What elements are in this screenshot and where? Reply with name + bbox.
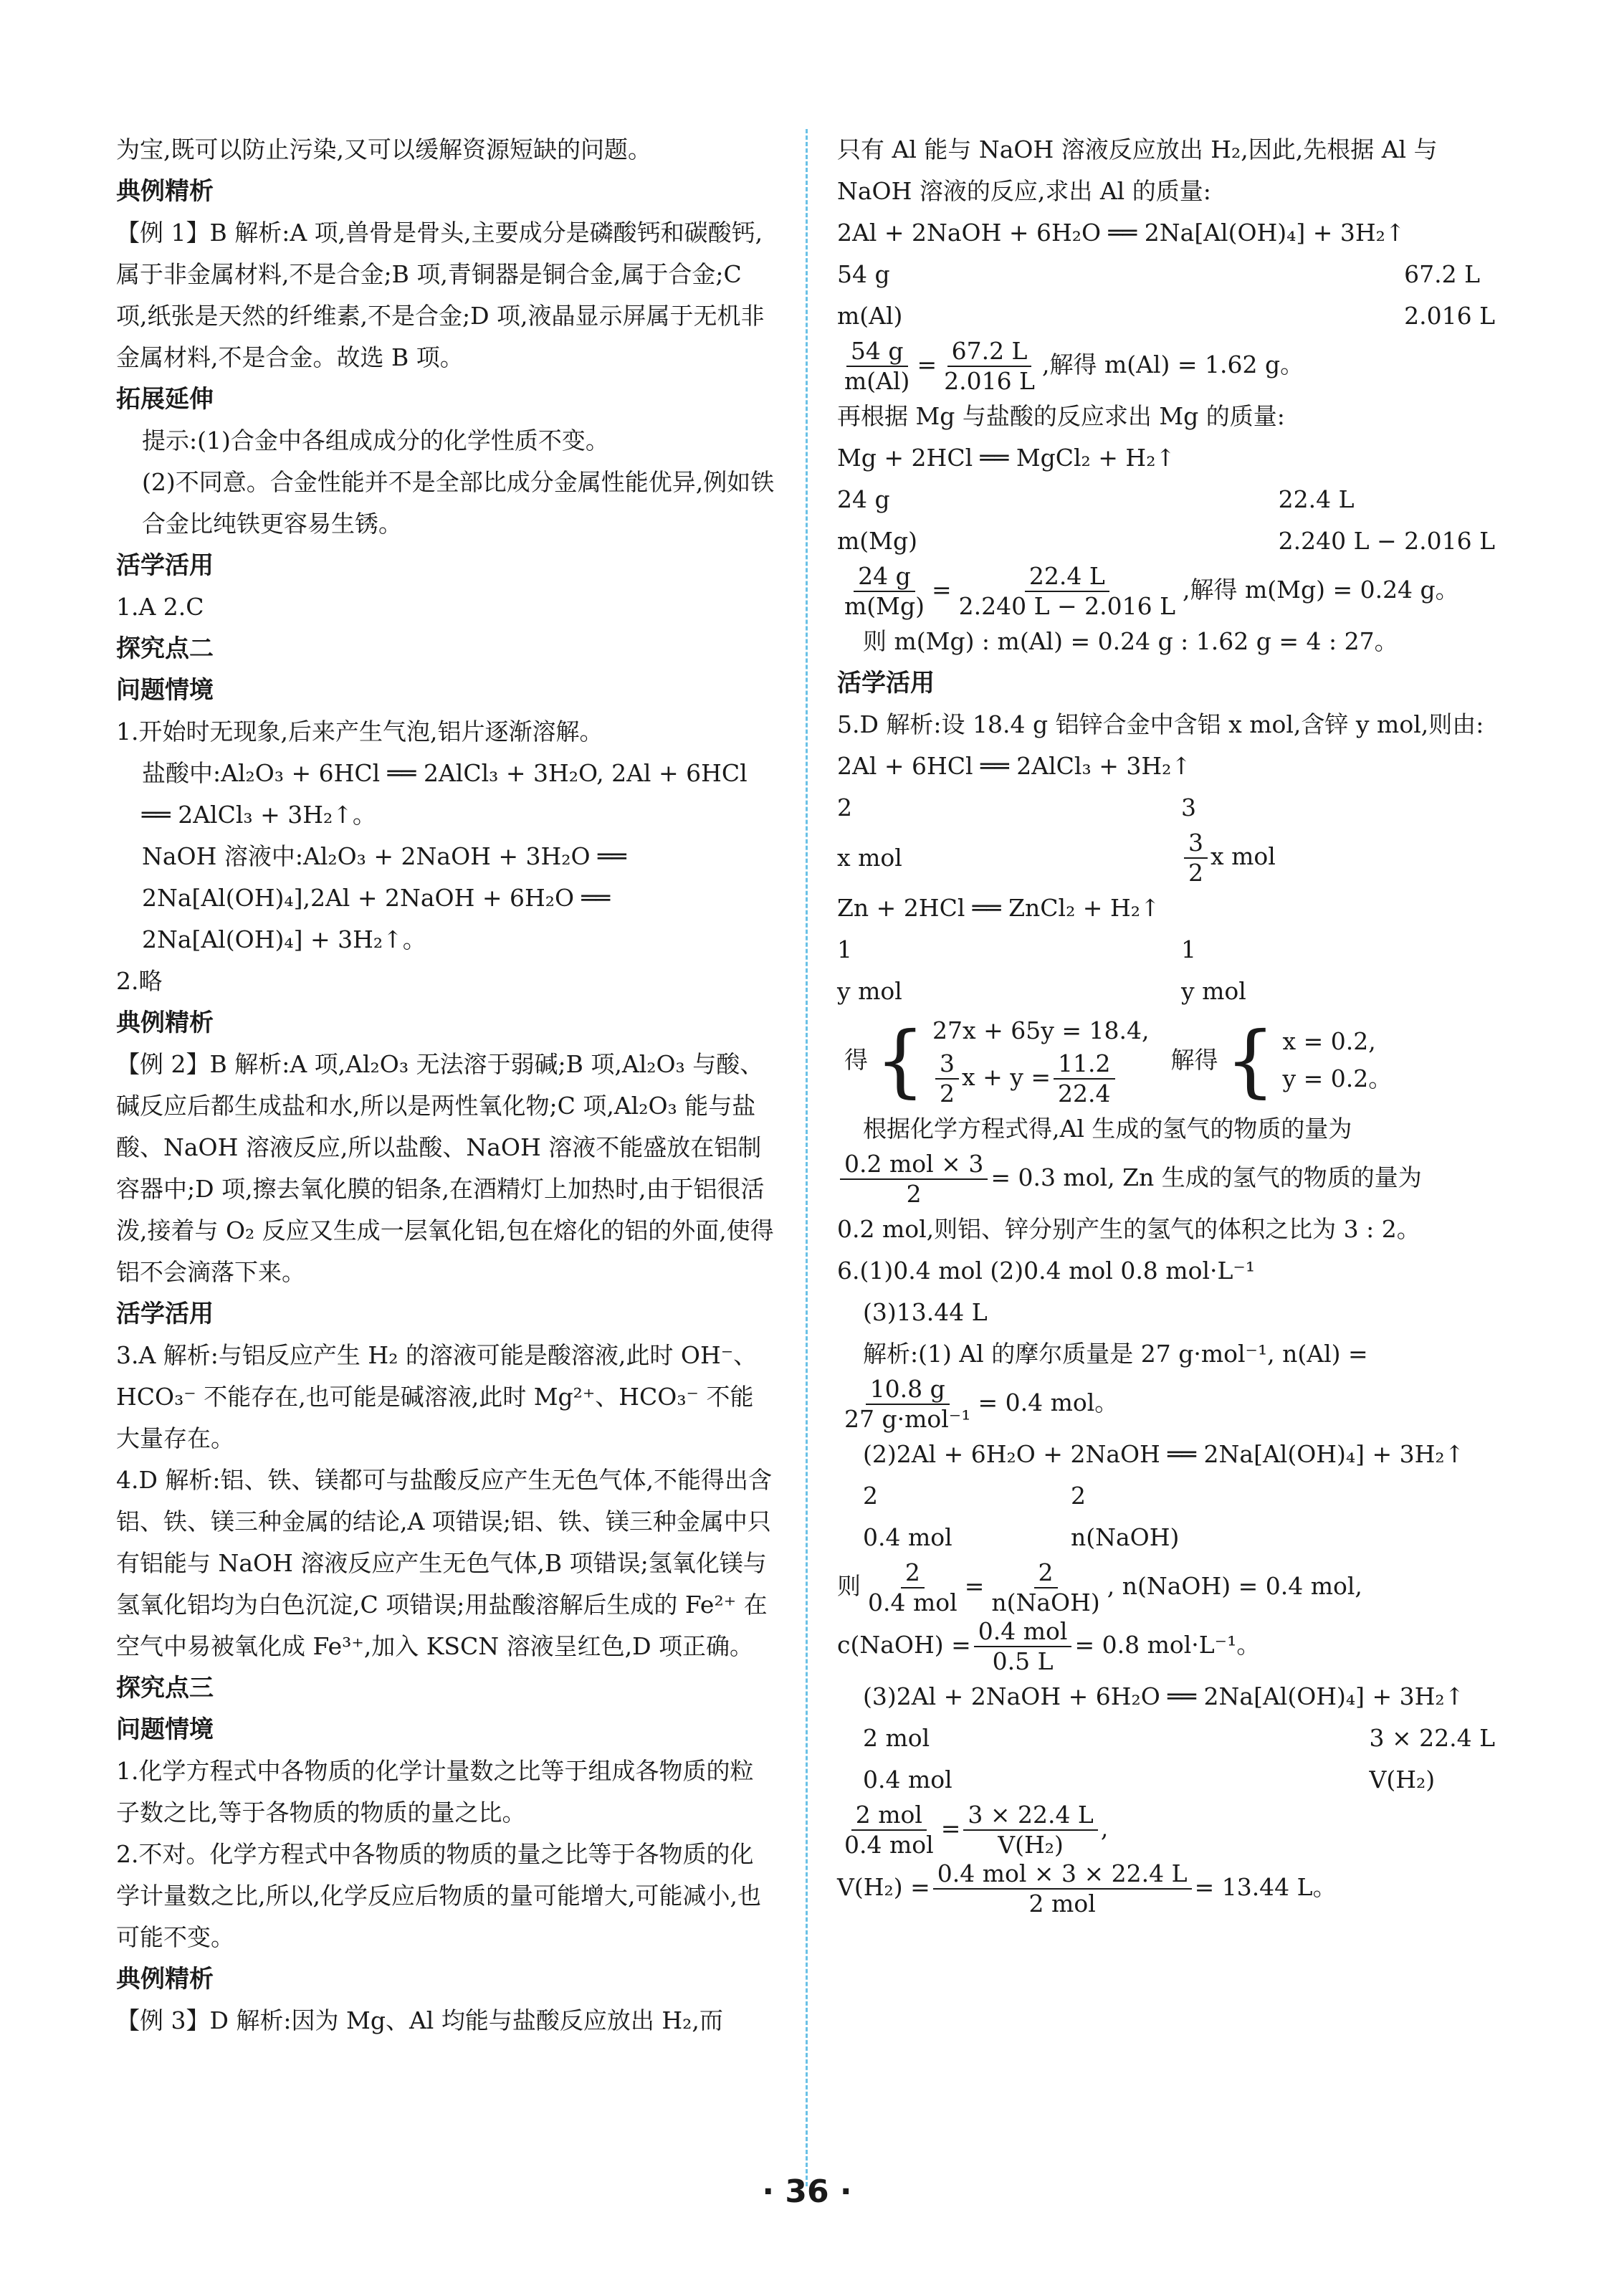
denominator: 2 xyxy=(906,1180,922,1208)
fraction xyxy=(987,1558,1104,1617)
fraction-tail: , n(NaOH) = 0.4 mol, xyxy=(1107,1572,1362,1600)
value-cell: 2.240 L − 2.016 L xyxy=(1278,527,1495,555)
fraction-line xyxy=(837,1859,1495,1918)
section-heading: 典例精析 xyxy=(116,1009,214,1037)
hint-2: (2)不同意。合金性能并不是全部比成分金属性能优异,例如铁合金比纯铁更容易生锈。 xyxy=(142,468,775,538)
section-heading: 探究点三 xyxy=(116,1674,214,1702)
numerator: 0.4 mol xyxy=(974,1617,1072,1647)
equation-al-hcl: 2Al + 6HCl ══ 2AlCl₃ + 3H₂↑ xyxy=(837,752,1192,780)
value-cell: 67.2 L xyxy=(1404,260,1480,288)
example-1: 【例 1】B 解析:A 项,兽骨是骨头,主要成分是磷酸钙和碳酸钙,属于非金属材料,不是合金;B 项,青铜器是铜合金,属于合金;C 项,纸张是天然的纤维素,不是合金;D 项,液晶显示屏属于无机非金属材料,不是合金。故选 B 项。 xyxy=(116,219,765,371)
denominator: 2 xyxy=(1188,859,1203,887)
answer-4: 4.D 解析:铝、铁、镁都可与盐酸反应产生无色气体,不能得出含铝、铁、镁三种金属的结论,A 项错误;铝、铁、镁三种金属中只有铝能与 NaOH 溶液反应产生无色气体,B 项错误;氢氧化镁与氢氧化铝均为白色沉淀,C 项错误;用盐酸溶解后生成的 Fe²⁺ 在空气中易被氧化成 Fe³⁺,加入 KSCN 溶液呈红色,D 项正确。 xyxy=(116,1466,773,1660)
section-heading: 拓展延伸 xyxy=(116,385,214,414)
denominator: 22.4 xyxy=(1058,1080,1111,1107)
fraction-tail: = 0.4 mol。 xyxy=(978,1388,1119,1416)
denominator: V(H₂) xyxy=(998,1831,1064,1859)
answers-1-2: 1.A 2.C xyxy=(116,593,204,621)
equation-values xyxy=(837,787,1495,887)
ratio-line: 则 m(Mg) : m(Al) = 0.24 g : 1.62 g = 4 : 27。 xyxy=(863,627,1398,655)
value-cell: 1 xyxy=(837,935,852,963)
answer-3: 3.A 解析:与铝反应产生 H₂ 的溶液可能是酸溶液,此时 OH⁻、HCO₃⁻ 不能存在,也可能是碱溶液,此时 Mg²⁺、HCO₃⁻ 不能大量存在。 xyxy=(116,1341,758,1452)
fraction-line: $\frac{24 g}{m(Mg)}$ = $\frac{22.4 L}{2.240 L - 2.016 L}$ ,解得 m(Mg) = 0.24 g。 xyxy=(837,562,1495,621)
example-3: 【例 3】D 解析:因为 Mg、Al 均能与盐酸反应放出 H₂,而 xyxy=(116,2006,723,2034)
equation-part-3: (3)2Al + 2NaOH + 6H₂O ══ 2Na[Al(OH)₄] + 3H₂↑ xyxy=(863,1682,1465,1710)
numerator: 11.2 xyxy=(1054,1049,1114,1080)
numerator: 24 g xyxy=(854,562,915,592)
equation-values xyxy=(837,1475,1495,1558)
fraction xyxy=(963,1801,1098,1859)
denominator: 27 g·mol⁻¹ xyxy=(844,1405,971,1433)
fraction-prefix: V(H₂) = xyxy=(837,1873,930,1901)
value-cell: 0.4 mol xyxy=(863,1766,952,1794)
equation-text: NaOH 溶液中:Al₂O₃ + 2NaOH + 3H₂O ══ 2Na[Al(OH)₄],2Al + 2NaOH + 6H₂O ══ 2Na[Al(OH)₄] + 3H₂↑。 xyxy=(142,842,626,953)
point-1: 1.化学方程式中各物质的化学计量数之比等于组成各物质的粒子数之比,等于各物质的物质的量之比。 xyxy=(116,1757,754,1826)
section-heading: 问题情境 xyxy=(116,1715,214,1744)
fraction xyxy=(955,562,1180,621)
page-number: · 36 · xyxy=(762,2173,852,2210)
value-cell: 1 xyxy=(1181,935,1196,963)
fraction-prefix: 则 xyxy=(837,1572,861,1600)
numerator: 0.2 mol × 3 xyxy=(840,1150,988,1180)
denominator: 2 mol xyxy=(1028,1890,1096,1918)
fraction-tail: ,解得 m(Al) = 1.62 g。 xyxy=(1041,351,1304,378)
fraction-tail: = 13.44 L。 xyxy=(1194,1873,1337,1901)
value-cell: 24 g xyxy=(837,485,890,513)
numerator: 10.8 g xyxy=(866,1375,950,1405)
text-line: 只有 Al 能与 NaOH 溶液反应放出 H₂,因此,先根据 Al 与 NaOH 溶液的反应,求出 Al 的质量: xyxy=(837,135,1438,205)
equation-values xyxy=(837,1718,1495,1801)
fraction xyxy=(840,1375,975,1434)
fraction-line: $\frac{54 g}{m(Al)}$ = $\frac{67.2 L}{2.016 L}$ ,解得 m(Al) = 1.62 g。 xyxy=(837,337,1495,396)
fraction xyxy=(840,1150,988,1209)
left-brace: { xyxy=(875,1014,925,1106)
numerator: 22.4 L xyxy=(1025,562,1109,592)
fraction xyxy=(1054,1049,1114,1108)
fraction xyxy=(933,1859,1192,1918)
answer-6-part-3: (3)13.44 L xyxy=(863,1298,988,1326)
equation-system xyxy=(837,1012,1495,1108)
system-lines xyxy=(932,1012,1149,1108)
system-eq-2-text: x + y = xyxy=(962,1063,1051,1091)
text-line: 再根据 Mg 与盐酸的反应求出 Mg 的质量: xyxy=(837,402,1285,430)
numerator: 54 g xyxy=(846,337,908,367)
value-cell: 2 xyxy=(837,794,852,821)
denominator: 0.4 mol xyxy=(868,1588,958,1616)
fraction xyxy=(1184,829,1208,887)
section-heading: 典例精析 xyxy=(116,1965,214,1993)
equation-values xyxy=(837,254,1495,337)
value-cell: m(Mg) xyxy=(837,527,917,555)
equation-mg: Mg + 2HCl ══ MgCl₂ + H₂↑ xyxy=(837,444,1176,472)
value-cell: y mol xyxy=(1181,977,1246,1005)
value-cell: 2 mol xyxy=(863,1724,930,1752)
denominator: 2.240 L − 2.016 L xyxy=(958,592,1176,620)
solve-label: 解得 xyxy=(1170,1046,1218,1074)
value-cell xyxy=(1181,829,1495,887)
section-heading: 活学活用 xyxy=(837,669,935,697)
section-heading: 活学活用 xyxy=(116,1300,214,1328)
numerator: 2 xyxy=(901,1558,925,1588)
analysis-6: 解析:(1) Al 的摩尔质量是 27 g·mol⁻¹, n(Al) = xyxy=(863,1340,1368,1368)
fraction xyxy=(935,1049,959,1108)
example-2: 【例 2】B 解析:A 项,Al₂O₃ 无法溶于弱碱;B 项,Al₂O₃ 与酸、碱反应后都生成盐和水,所以是两性氧化物;C 项,Al₂O₃ 能与盐酸、NaOH 溶液反应,所以盐酸、NaOH 溶液不能盛放在铝制容器中;D 项,擦去氧化膜的铝条,在酒精灯上加热时,由于铝很活泼,接着与 O₂ 反应又生成一层氧化铝,包在熔化的铝的外面,使得铝不会滴落下来。 xyxy=(116,1050,774,1286)
text-line: 0.2 mol,则铝、锌分别产生的氢气的体积之比为 3 : 2。 xyxy=(837,1215,1420,1243)
value-cell: 0.4 mol xyxy=(863,1523,952,1551)
denominator: 2.016 L xyxy=(944,367,1035,395)
fraction-tail: , xyxy=(1100,1814,1109,1842)
denominator: m(Mg) xyxy=(844,592,925,620)
fraction-line xyxy=(837,1375,1495,1434)
value-cell: 3 × 22.4 L xyxy=(1369,1724,1495,1752)
fraction-line xyxy=(837,1617,1495,1676)
solution-x: x = 0.2, xyxy=(1282,1027,1376,1055)
solution-lines xyxy=(1282,1023,1392,1097)
denominator: m(Al) xyxy=(844,367,910,395)
section-heading: 探究点二 xyxy=(116,634,214,663)
section-heading: 活学活用 xyxy=(116,551,214,580)
denominator: 0.5 L xyxy=(992,1647,1054,1675)
left-brace: { xyxy=(1225,1014,1276,1106)
fraction-tail: = 0.8 mol·L⁻¹。 xyxy=(1074,1631,1261,1659)
system-eq-2 xyxy=(932,1049,1149,1108)
numerator: 3 xyxy=(1184,829,1208,859)
denominator: n(NaOH) xyxy=(991,1588,1100,1616)
fraction xyxy=(864,1558,962,1617)
equation-zn-hcl: Zn + 2HCl ══ ZnCl₂ + H₂↑ xyxy=(837,894,1160,922)
text-line: 为宝,既可以防止污染,又可以缓解资源短缺的问题。 xyxy=(116,135,651,163)
equation-part-2: (2)2Al + 6H₂O + 2NaOH ══ 2Na[Al(OH)₄] + 3H₂↑ xyxy=(863,1440,1465,1468)
value-cell: 3 xyxy=(1181,794,1196,821)
numerator: 3 xyxy=(935,1049,959,1080)
system-label: 得 xyxy=(844,1046,868,1074)
fraction-line: $\frac{\text{2 mol}}{\text{0.4 mol}}$ = $\frac{3 \times 22.4 L}{\text{V(H₂)}}$ , xyxy=(837,1801,1495,1859)
numerator: 0.4 mol × 3 × 22.4 L xyxy=(933,1859,1192,1890)
numerator: 2 xyxy=(1034,1558,1058,1588)
fraction-tail: = 0.3 mol, Zn 生成的氢气的物质的量为 xyxy=(990,1163,1422,1191)
fraction-tail: ,解得 m(Mg) = 0.24 g。 xyxy=(1183,576,1459,604)
value-cell: V(H₂) xyxy=(1369,1766,1436,1794)
value-cell: y mol xyxy=(837,977,902,1005)
point-2: 2.不对。化学方程式中各物质的物质的量之比等于各物质的化学计量数之比,所以,化学反应后物质的量可能增大,可能减小,也可能不变。 xyxy=(116,1840,761,1951)
denominator: 0.4 mol xyxy=(844,1831,934,1859)
equation-al: 2Al + 2NaOH + 6H₂O ══ 2Na[Al(OH)₄] + 3H₂↑ xyxy=(837,219,1405,247)
fraction-prefix: c(NaOH) = xyxy=(837,1631,971,1659)
column-divider xyxy=(806,129,808,2186)
text-line: 根据化学方程式得,Al 生成的氢气的物质的量为 xyxy=(863,1115,1352,1143)
equation-values xyxy=(837,929,1495,1012)
fraction-line: 则 $\frac{2}{\text{0.4 mol}}$ = $\frac{2}{\text{n(NaOH)}}$ , n(NaOH) = 0.4 mol, xyxy=(837,1558,1362,1616)
equation-values xyxy=(837,479,1495,562)
solution-y: y = 0.2。 xyxy=(1282,1064,1393,1092)
numerator: 2 mol xyxy=(851,1801,927,1831)
question-answer-2: 2.略 xyxy=(116,967,163,995)
value-cell: x mol xyxy=(837,844,902,872)
section-heading: 问题情境 xyxy=(116,676,214,705)
fraction-line xyxy=(837,1150,1495,1209)
value-cell: m(Al) xyxy=(837,302,903,330)
numerator: 67.2 L xyxy=(947,337,1032,367)
answer-6: 6.(1)0.4 mol (2)0.4 mol 0.8 mol·L⁻¹ xyxy=(837,1257,1256,1285)
value-cell: 54 g xyxy=(837,260,890,288)
fraction xyxy=(974,1617,1072,1676)
value-cell: 2.016 L xyxy=(1404,302,1495,330)
value-cell: n(NaOH) xyxy=(1071,1523,1180,1551)
answer-5: 5.D 解析:设 18.4 g 铝锌合金中含铝 x mol,含锌 y mol,则由: xyxy=(837,710,1484,738)
value-cell: 2 xyxy=(863,1482,878,1510)
numerator: 3 × 22.4 L xyxy=(963,1801,1098,1831)
equation-text: 盐酸中:Al₂O₃ + 6HCl ══ 2AlCl₃ + 3H₂O, 2Al + 6HCl ══ 2AlCl₃ + 3H₂↑。 xyxy=(142,759,748,829)
section-heading: 典例精析 xyxy=(116,177,214,206)
fraction-tail: x mol xyxy=(1210,842,1276,870)
value-cell: 2 xyxy=(1071,1482,1086,1510)
denominator: 2 xyxy=(940,1080,955,1107)
question-answer-1: 1.开始时无现象,后来产生气泡,铝片逐渐溶解。 xyxy=(116,718,603,746)
system-eq-1: 27x + 65y = 18.4, xyxy=(932,1016,1150,1044)
fraction xyxy=(840,1801,938,1859)
fraction xyxy=(840,562,929,621)
fraction xyxy=(940,337,1039,396)
right-column xyxy=(837,129,1495,1918)
value-cell: 22.4 L xyxy=(1278,485,1355,513)
fraction xyxy=(840,337,914,396)
left-column xyxy=(116,129,775,2042)
hint-1: 提示:(1)合金中各组成成分的化学性质不变。 xyxy=(142,427,609,454)
